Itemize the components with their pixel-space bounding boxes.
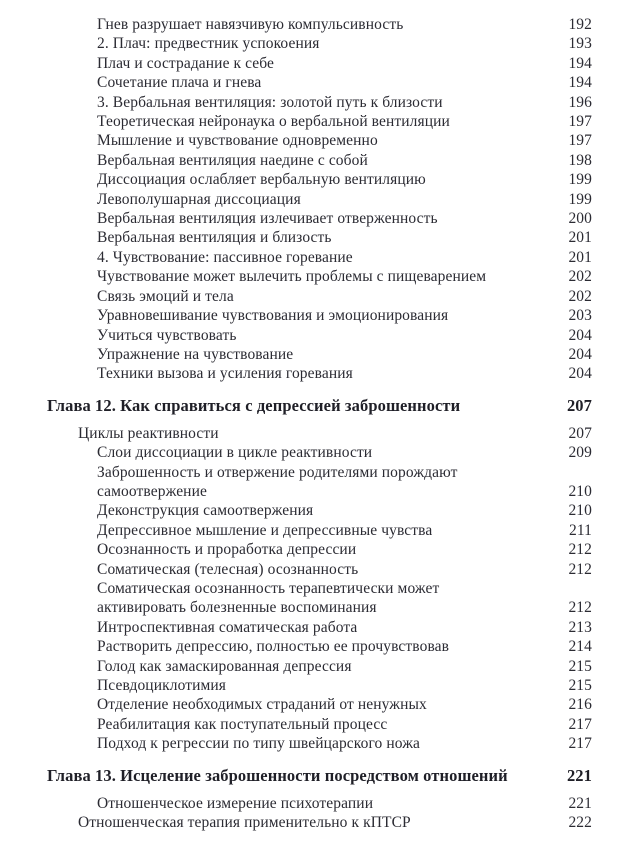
toc-entry-title	[97, 170, 552, 189]
toc-entry-line: Техники вызова и усиления горевания	[97, 365, 353, 383]
toc-entry-title	[97, 794, 552, 813]
toc-entry-row	[0, 209, 592, 228]
toc-entry-page: 196	[568, 93, 592, 111]
toc-entry-title	[97, 501, 552, 520]
toc-entry-row	[0, 248, 592, 267]
toc-entry-page: 192	[568, 16, 592, 33]
toc-entry-page: 215	[568, 657, 592, 675]
toc-entry-row	[0, 228, 592, 247]
toc-entry-title	[97, 93, 552, 112]
toc-entry-title	[97, 228, 552, 247]
toc-entry-page: 199	[568, 171, 592, 189]
toc-entry-page: 222	[568, 814, 592, 832]
toc-entry-title	[78, 424, 552, 443]
toc-entry-page: 221	[568, 794, 592, 812]
toc-entry-line: Глава 13. Исцеление заброшенности посредством отношений	[47, 765, 508, 785]
toc-entry-line: 4. Чувствование: пассивное горевание	[97, 248, 353, 266]
toc-entry-page: 215	[568, 677, 592, 694]
toc-entry-title	[97, 734, 552, 753]
toc-entry-line: Заброшенность и отвержение родителями порождают	[97, 463, 458, 481]
toc-entry-line: Соматическая (телесная) осознанность	[97, 560, 359, 578]
toc-entry-page: 204	[568, 365, 592, 383]
toc-entry-page: 201	[568, 229, 592, 247]
toc-entry-page: 193	[568, 35, 592, 53]
toc-entry-row	[0, 73, 592, 92]
toc-entry-page: 204	[568, 345, 592, 363]
toc-entry-row	[0, 131, 592, 150]
toc-entry-title	[97, 287, 552, 306]
toc-entry-row	[0, 560, 592, 579]
toc-entry-line: Уравновешивание чувствования и эмоционирования	[97, 307, 449, 325]
toc-entry-title	[78, 813, 552, 832]
toc-entry-page: 212	[568, 541, 592, 559]
toc-entry-title	[97, 54, 552, 73]
toc-entry-row	[0, 657, 592, 676]
toc-entry-row	[0, 579, 592, 618]
toc-entry-page: 203	[568, 307, 592, 325]
toc-entry-line: Сочетание плача и гнева	[97, 74, 262, 92]
toc-entry-line: Циклы реактивности	[78, 424, 219, 442]
toc-entry-title	[97, 657, 552, 676]
toc-entry-line: Вербальная вентиляция наедине с собой	[97, 151, 368, 169]
toc-entry-page: 209	[568, 444, 592, 462]
toc-entry-line: Деконструкция самоотвержения	[97, 502, 314, 520]
toc-entry-row	[0, 443, 592, 462]
toc-entry-line: Соматическая осознанность терапевтически может	[97, 579, 440, 597]
toc-entry-title	[97, 15, 552, 34]
toc-entry-row	[0, 93, 592, 112]
toc-entry-title	[97, 151, 552, 170]
toc-entry-line: Связь эмоций и тела	[97, 287, 234, 305]
toc-entry-row	[0, 715, 592, 734]
toc-entry-line: Диссоциация ослабляет вербальную вентиляцию	[97, 171, 426, 189]
toc-entry-title	[97, 112, 552, 131]
toc-entry-line: активировать болезненные воспоминания	[97, 599, 377, 617]
toc-entry-page: 197	[568, 132, 592, 150]
toc-entry-title	[97, 540, 552, 559]
toc-entry-line: Теоретическая нейронаука о вербальной вентиляции	[97, 113, 450, 131]
toc-entry-page: 210	[568, 482, 592, 500]
toc-entry-page: 194	[568, 54, 592, 72]
toc-entry-title	[97, 521, 552, 540]
toc-entry-row	[0, 306, 592, 325]
toc-entry-line: Отношенческая терапия применительно к кПТСР	[78, 814, 411, 832]
toc-entry-line: Интроспективная соматическая работа	[97, 618, 358, 636]
toc-entry-page: 217	[568, 715, 592, 733]
toc-entry-title	[47, 765, 552, 786]
toc-entry-row	[0, 794, 592, 813]
toc-entry-title	[97, 267, 552, 286]
toc-entry-page: 213	[568, 618, 592, 636]
toc-entry-page: 221	[566, 765, 592, 785]
toc-entry-title	[97, 326, 552, 345]
toc-entry-title	[97, 443, 552, 462]
toc-entry-line: Осознанность и проработка депрессии	[97, 541, 357, 559]
toc-entry-row	[0, 463, 592, 502]
toc-entry-page: 211	[569, 521, 592, 539]
toc-entry-page: 214	[568, 638, 592, 656]
toc-entry-row	[0, 151, 592, 170]
toc-entry-row	[0, 267, 592, 286]
toc-entry-title	[97, 463, 552, 502]
toc-entry-page: 194	[568, 74, 592, 92]
toc-entry-page: 212	[568, 599, 592, 617]
toc-entry-row	[0, 695, 592, 714]
toc-entry-row	[0, 813, 592, 832]
toc-entry-line: Реабилитация как поступательный процесс	[97, 715, 388, 733]
toc-entry-row	[0, 112, 592, 131]
toc-entry-row	[0, 54, 592, 73]
toc-entry-title	[97, 715, 552, 734]
toc-entry-line: Левополушарная диссоциация	[97, 190, 301, 208]
toc-entry-row	[0, 34, 592, 53]
toc-entry-line: Гнев разрушает навязчивую компульсивность	[97, 16, 404, 33]
toc-entry-row	[0, 734, 592, 753]
toc-entry-title	[97, 345, 552, 364]
toc-entry-title	[97, 618, 552, 637]
toc-entry-line: Чувствование может вылечить проблемы с пищеварением	[97, 268, 487, 286]
toc-entry-line: Голод как замаскированная депрессия	[97, 657, 352, 675]
toc-entry-row	[0, 170, 592, 189]
toc-entry-line: Упражнение на чувствование	[97, 345, 294, 363]
toc-chapter-row	[0, 765, 592, 786]
toc-entry-page: 216	[568, 696, 592, 714]
toc-entry-line: Слои диссоциации в цикле реактивности	[97, 444, 373, 462]
toc-entry-line: самоотвержение	[97, 482, 207, 500]
toc-entry-line: Отделение необходимых страданий от ненужных	[97, 696, 427, 714]
toc-entry-title	[97, 73, 552, 92]
toc-entry-line: Плач и сострадание к себе	[97, 54, 275, 72]
toc-entry-title	[97, 695, 552, 714]
toc-entry-page: 210	[568, 502, 592, 520]
toc-entry-page: 201	[568, 248, 592, 266]
toc-entry-line: Вербальная вентиляция и близость	[97, 229, 332, 247]
toc-entry-page: 202	[568, 268, 592, 286]
toc-entry-title	[97, 190, 552, 209]
toc-entry-line: 2. Плач: предвестник успокоения	[97, 35, 320, 53]
toc-entry-page: 207	[566, 395, 592, 415]
toc-entry-line: Депрессивное мышление и депрессивные чувства	[97, 521, 433, 539]
toc-entry-row	[0, 676, 592, 695]
toc-entry-title	[97, 34, 552, 53]
toc-entry-line: Мышление и чувствование одновременно	[97, 132, 378, 150]
toc-entry-row	[0, 521, 592, 540]
toc-entry-title	[97, 209, 552, 228]
toc-entry-row	[0, 15, 592, 34]
toc-entry-line: Учиться чувствовать	[97, 326, 237, 344]
toc-entry-row	[0, 364, 592, 383]
toc-entry-title	[97, 637, 552, 656]
toc-entry-line: Вербальная вентиляция излечивает отверженность	[97, 210, 438, 228]
toc-entry-page: 200	[568, 210, 592, 228]
toc-entry-title	[97, 579, 552, 618]
toc-entry-title	[97, 248, 552, 267]
toc-entry-title	[97, 131, 552, 150]
toc-entry-row	[0, 424, 592, 443]
toc-entry-row	[0, 326, 592, 345]
toc-entry-page: 199	[568, 190, 592, 208]
toc-entry-line: 3. Вербальная вентиляция: золотой путь к близости	[97, 93, 443, 111]
toc-entry-row	[0, 287, 592, 306]
toc-entry-page: 204	[568, 326, 592, 344]
toc-entry-row	[0, 618, 592, 637]
toc-entry-line: Подход к регрессии по типу швейцарского ножа	[97, 735, 421, 753]
toc-entry-row	[0, 637, 592, 656]
toc-entry-title	[97, 364, 552, 383]
toc-entry-row	[0, 501, 592, 520]
toc-entry-page: 197	[568, 113, 592, 131]
toc-entry-title	[47, 395, 552, 416]
toc-entry-title	[97, 560, 552, 579]
toc-entry-page: 198	[568, 151, 592, 169]
toc-entry-page: 217	[568, 735, 592, 753]
toc-entry-row	[0, 190, 592, 209]
toc-entry-title	[97, 676, 552, 695]
toc-entry-row	[0, 345, 592, 364]
toc-entry-page: 202	[568, 287, 592, 305]
toc-entry-line: Глава 12. Как справиться с депрессией заброшенности	[47, 395, 461, 415]
toc-entry-page: 207	[568, 424, 592, 442]
toc-entry-title	[97, 306, 552, 325]
toc-chapter-row	[0, 395, 592, 416]
toc-entry-page: 212	[568, 560, 592, 578]
toc-entry-line: Растворить депрессию, полностью ее прочувствовав	[97, 638, 450, 656]
toc-entry-row	[0, 540, 592, 559]
toc-entry-line: Псевдоциклотимия	[97, 677, 227, 694]
toc-entry-line: Отношенческое измерение психотерапии	[97, 794, 374, 812]
